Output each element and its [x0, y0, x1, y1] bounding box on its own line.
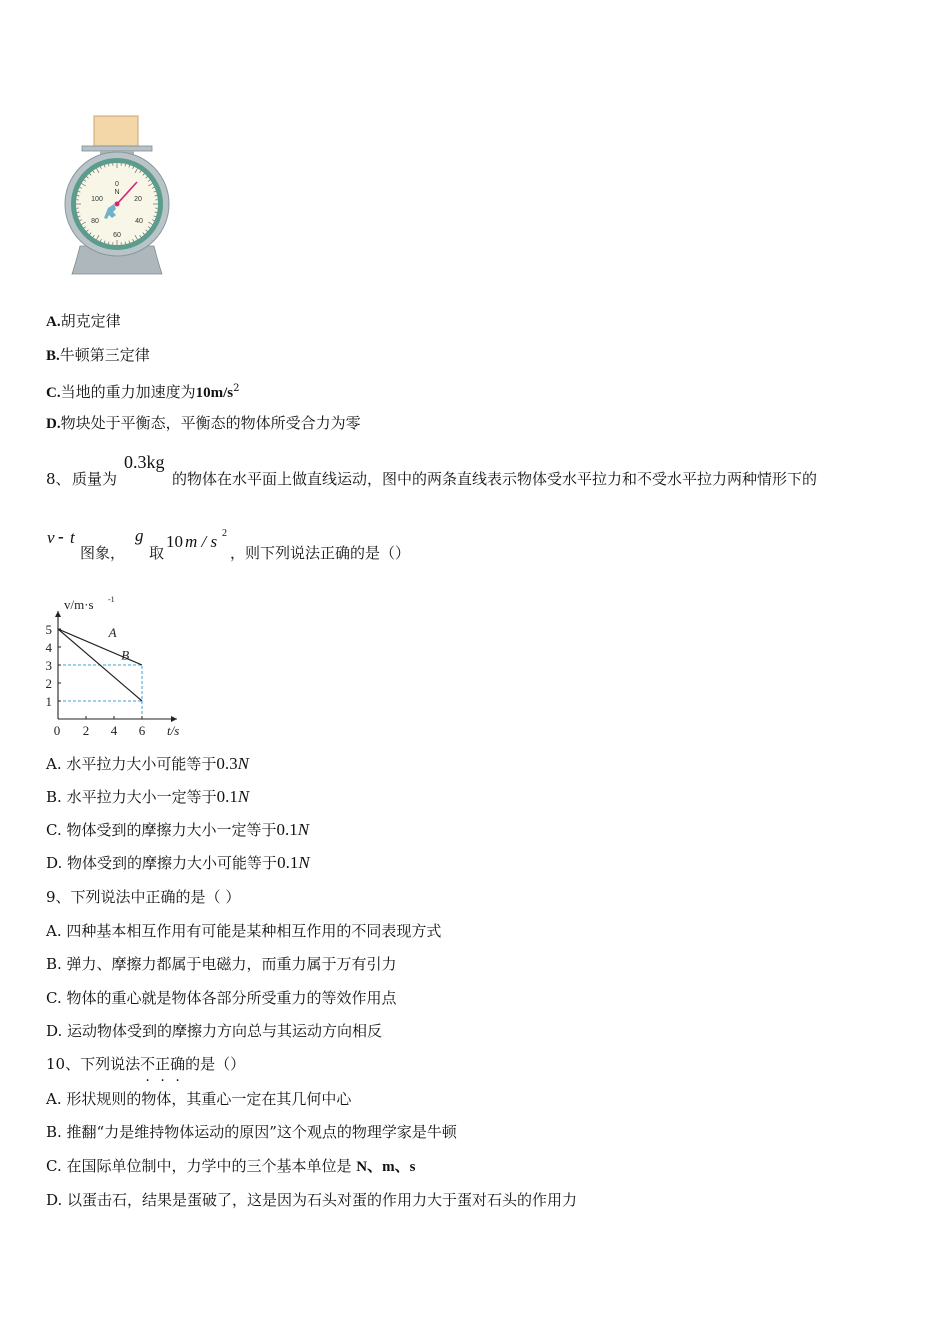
option-letter: B.: [46, 348, 60, 364]
option-letter: C.: [46, 385, 61, 401]
q8-g-symbol: g: [135, 526, 144, 545]
q10-stem-pre: 10、下列说法: [46, 1055, 141, 1073]
series-label-a: A: [108, 625, 117, 641]
q8-text-2: 的物体在水平面上做直线运动，图中的两条直线表示物体受水平拉力和不受水平拉力两种情形下的: [172, 470, 818, 488]
x-axis-label: t/s: [167, 723, 180, 738]
q8-g-value: 10: [166, 532, 183, 551]
weight-block: [94, 116, 138, 146]
dial-label-20: 20: [134, 196, 142, 203]
series-label-b: B: [121, 647, 130, 663]
q8-option-c: [46, 820, 309, 840]
x-tick-label: 0: [53, 723, 61, 738]
q7-option-b: [46, 345, 150, 366]
q8-text-3: 图象，: [80, 544, 126, 562]
q8-option-b: [46, 787, 249, 807]
q8-mass: 0.3kg: [124, 452, 165, 472]
option-text: 胡克定律: [60, 312, 121, 330]
option-letter: A.: [46, 755, 62, 773]
q8-option-a: [46, 754, 249, 774]
option-unit: N: [237, 787, 250, 806]
q9-option-c: C. 物体的重心就是物体各部分所受重力的等效作用点: [46, 989, 397, 1007]
option-value: 10m/s: [195, 385, 234, 401]
q10-stem: [46, 1054, 245, 1074]
option-letter: D.: [46, 416, 61, 432]
x-tick-label: 2: [82, 723, 90, 738]
option-letter: A.: [46, 314, 61, 330]
dial-label-60: 60: [113, 232, 121, 239]
option-text: 牛顿第三定律: [59, 346, 150, 364]
q8-g-unit: m / s: [185, 532, 218, 551]
y-axis-label: v/m·s: [64, 597, 94, 612]
option-text: 物体受到的摩擦力大小一定等于: [66, 821, 277, 839]
q8-stem-line2: [46, 528, 646, 568]
option-unit: N: [297, 820, 310, 839]
q10-emph-char: 确: [170, 1055, 186, 1073]
option-letter: D.: [46, 854, 63, 872]
y-tick-label: 3: [45, 658, 52, 673]
option-text: C. 在国际单位制中，力学中的三个基本单位是: [46, 1157, 357, 1175]
q10-emph-char: 不: [140, 1055, 156, 1073]
q8-stem-line1: [46, 452, 926, 492]
option-text: 水平拉力大小一定等于: [66, 788, 217, 806]
option-value: 0.3: [216, 754, 238, 773]
vt-chart: [40, 592, 190, 744]
q7-option-c: [46, 379, 239, 403]
series-line-a: [58, 629, 142, 665]
q9-option-a: A. 四种基本相互作用有可能是某种相互作用的不同表现方式: [46, 922, 442, 940]
option-units-bold: N、m、s: [356, 1159, 416, 1175]
q9-option-d: D. 运动物体受到的摩擦力方向总与其运动方向相反: [46, 1022, 383, 1040]
x-tick-label: 4: [110, 723, 118, 738]
q7-option-d: [46, 413, 361, 434]
option-text: 物块处于平衡态，平衡态的物体所受合力为零: [60, 414, 361, 432]
option-value: 0.1: [277, 853, 299, 872]
dial-label-100: 100: [91, 196, 103, 203]
q8-text-1: 质量为: [72, 470, 118, 488]
option-unit: N: [298, 853, 310, 872]
option-text: 当地的重力加速度为: [60, 383, 196, 401]
q10-option-d: D. 以蛋击石，结果是蛋破了，这是因为石头对蛋的作用力大于蛋对石头的作用力: [46, 1191, 578, 1209]
option-exponent: 2: [233, 383, 240, 394]
option-text: 物体受到的摩擦力大小可能等于: [67, 854, 278, 872]
q8-option-d: [46, 853, 310, 873]
y-axis-arrow: [55, 611, 61, 617]
option-value: 0.1: [216, 787, 238, 806]
x-tick-label: 6: [138, 723, 146, 738]
dial-label-40: 40: [135, 218, 143, 225]
option-value: 0.1: [276, 820, 298, 839]
q10-option-b: B. 推翻“力是维持物体运动的原因”这个观点的物理学家是牛顿: [46, 1123, 457, 1141]
q8-text-4: 取: [149, 544, 165, 562]
option-letter: B.: [46, 788, 62, 806]
q7-option-a: [46, 311, 121, 332]
q8-dash: -: [58, 527, 64, 546]
q8-text-5: ，则下列说法正确的是（）: [230, 544, 411, 562]
scale-tray: [82, 146, 152, 151]
y-tick-label: 2: [45, 676, 52, 691]
q10-emph-char: 正: [155, 1055, 171, 1073]
q9-option-b: B. 弹力、摩擦力都属于电磁力，而重力属于万有引力: [46, 955, 397, 973]
q8-number: 8、: [46, 470, 71, 488]
q10-option-c: [46, 1156, 415, 1177]
y-tick-label: 1: [45, 694, 52, 709]
x-axis-arrow: [171, 716, 177, 722]
q8-t-symbol: t: [70, 528, 75, 547]
option-text: 水平拉力大小可能等于: [66, 755, 217, 773]
q8-g-exponent: 2: [222, 528, 227, 539]
y-tick-label: 4: [45, 640, 52, 655]
q8-v-symbol: v: [47, 528, 55, 547]
dial-label-n: N: [114, 189, 120, 196]
dial-label-0: 0: [115, 181, 119, 188]
option-letter: C.: [46, 821, 62, 839]
q9-stem: 9、下列说法中正确的是（ ）: [46, 888, 241, 906]
q10-option-a: A. 形状规则的物体，其重心一定在其几何中心: [46, 1090, 352, 1108]
q10-stem-post: 的是（）: [185, 1055, 246, 1073]
spring-scale-figure: [58, 112, 178, 278]
y-tick-label: 5: [45, 622, 52, 637]
dial-label-80: 80: [91, 218, 99, 225]
option-unit: N: [237, 754, 249, 773]
y-axis-label-exponent: -1: [108, 595, 115, 604]
